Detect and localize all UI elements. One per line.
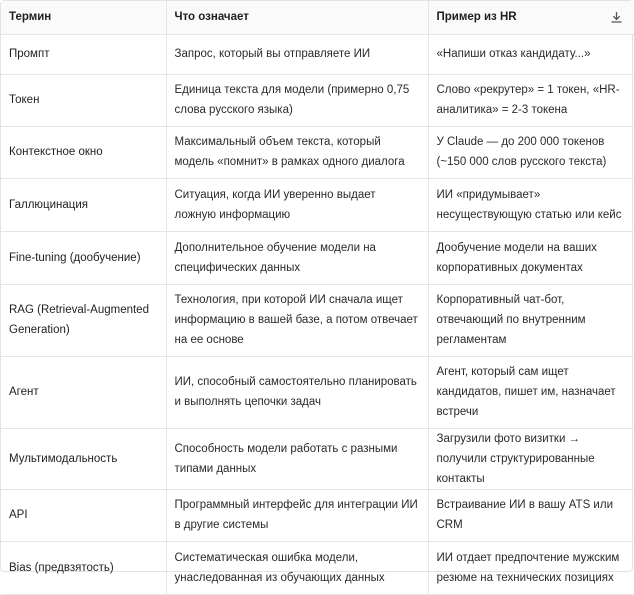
- cell-meaning: ИИ, способный самостоятельно планировать и выполнять цепочки задач: [166, 356, 428, 428]
- cell-meaning: Способность модели работать с разными типами данных: [166, 428, 428, 489]
- header-example-label: Пример из HR: [436, 11, 517, 24]
- cell-meaning: Дополнительное обучение модели на специфических данных: [166, 231, 428, 284]
- table-row: [1, 178, 634, 231]
- table-row: [1, 126, 634, 178]
- header-meaning: Что означает: [166, 1, 428, 34]
- cell-example: Встраивание ИИ в вашу ATS или CRM: [428, 489, 634, 541]
- cell-example: Агент, который сам ищет кандидатов, пишет им, назначает встречи: [428, 356, 634, 428]
- cell-example: ИИ отдает предпочтение мужским резюме на технических позициях: [428, 541, 634, 594]
- cell-term: Токен: [1, 74, 166, 126]
- cell-example: У Claude — до 200 000 токенов (~150 000 слов русского текста): [428, 126, 634, 178]
- cell-meaning: Единица текста для модели (примерно 0,75 слова русского языка): [166, 74, 428, 126]
- cell-term: Fine-tuning (дообучение): [1, 231, 166, 284]
- glossary-table: [1, 1, 634, 595]
- download-button[interactable]: [608, 9, 624, 25]
- cell-example: Слово «рекрутер» = 1 токен, «HR-аналитика» = 2-3 токена: [428, 74, 634, 126]
- table-row: [1, 428, 634, 489]
- cell-example: ИИ «придумывает» несуществующую статью или кейс: [428, 178, 634, 231]
- cell-term: Галлюцинация: [1, 178, 166, 231]
- cell-term: API: [1, 489, 166, 541]
- cell-meaning: Максимальный объем текста, который модель «помнит» в рамках одного диалога: [166, 126, 428, 178]
- header-term: Термин: [1, 1, 166, 34]
- table-row: [1, 231, 634, 284]
- cell-example: «Напиши отказ кандидату...»: [428, 34, 634, 74]
- cell-term: Контекстное окно: [1, 126, 166, 178]
- table-header-row: [1, 1, 634, 34]
- header-example: [428, 1, 634, 34]
- table-row: [1, 34, 634, 74]
- cell-term: Агент: [1, 356, 166, 428]
- cell-meaning: Ситуация, когда ИИ уверенно выдает ложную информацию: [166, 178, 428, 231]
- cell-meaning: Технология, при которой ИИ сначала ищет информацию в вашей базе, а потом отвечает на ее основе: [166, 284, 428, 356]
- cell-term: Промпт: [1, 34, 166, 74]
- cell-example: Корпоративный чат-бот, отвечающий по внутренним регламентам: [428, 284, 634, 356]
- cell-meaning: Запрос, который вы отправляете ИИ: [166, 34, 428, 74]
- cell-example: Загрузили фото визитки → получили структурированные контакты: [428, 428, 634, 489]
- table-row: [1, 356, 634, 428]
- table-row: [1, 74, 634, 126]
- cell-term: Мультимодальность: [1, 428, 166, 489]
- cell-term: Bias (предвзятость): [1, 541, 166, 594]
- cell-meaning: Систематическая ошибка модели, унаследованная из обучающих данных: [166, 541, 428, 594]
- cell-example: Дообучение модели на ваших корпоративных документах: [428, 231, 634, 284]
- cell-term: RAG (Retrieval-Augmented Generation): [1, 284, 166, 356]
- cell-meaning: Программный интерфейс для интеграции ИИ в другие системы: [166, 489, 428, 541]
- table-row: [1, 541, 634, 594]
- table-row: [1, 489, 634, 541]
- download-icon: [610, 11, 623, 24]
- table-row: [1, 284, 634, 356]
